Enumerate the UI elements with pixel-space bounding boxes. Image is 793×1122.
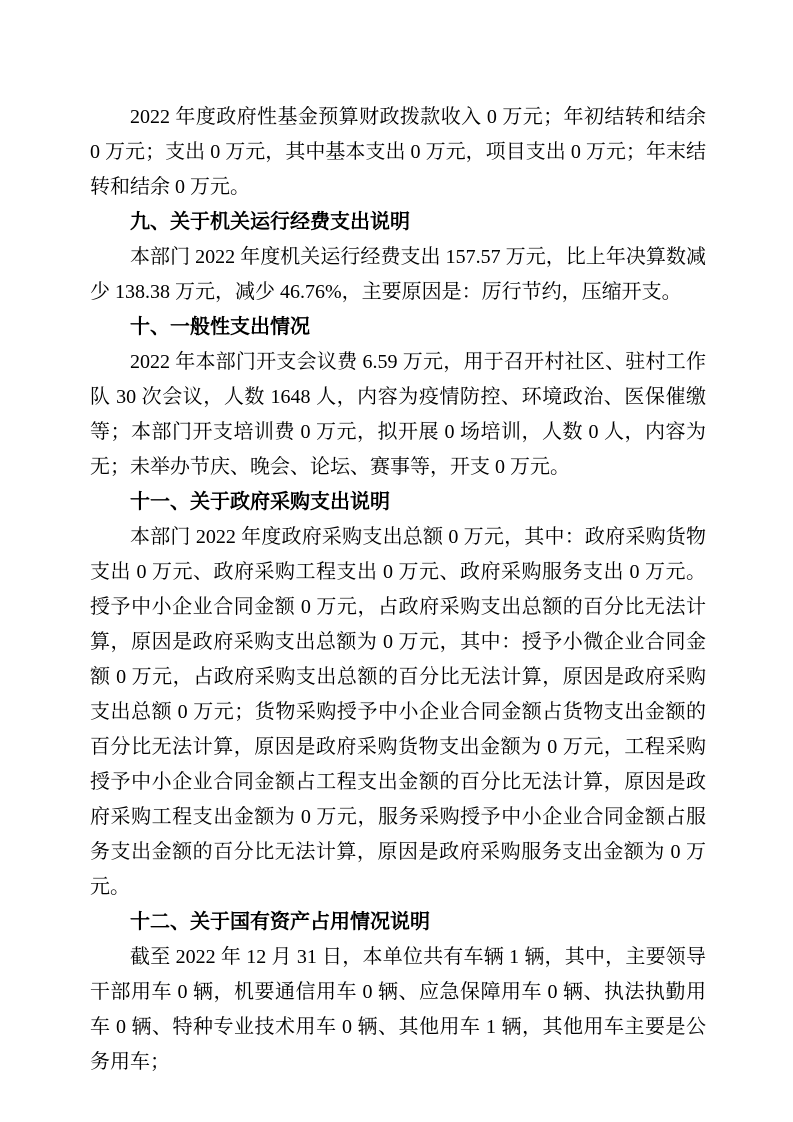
body-paragraph: 2022 年本部门开支会议费 6.59 万元，用于召开村社区、驻村工作队 30 次会议，人数 1648 人，内容为疫情防控、环境政治、医保催缴等；本部门开支培训费 0 万元，拟开展 0 场培训，人数 0 人，内容为无；未举办节庆、晚会、论坛、赛事等，开支 0 万元。	[90, 351, 706, 478]
section-heading: 十二、关于国有资产占用情况说明	[130, 911, 430, 933]
body-paragraph: 本部门 2022 年度机关运行经费支出 157.57 万元，比上年决算数减少 138.38 万元，减少 46.76%，主要原因是：厉行节约，压缩开支。	[90, 246, 706, 303]
section-heading: 十、一般性支出情况	[130, 316, 310, 338]
body-paragraph: 截至 2022 年 12 月 31 日，本单位共有车辆 1 辆，其中，主要领导干部用车 0 辆，机要通信用车 0 辆、应急保障用车 0 辆、执法执勤用车 0 辆、特种专业技术用车 0 辆、其他用车 1 辆，其他用车主要是公务用车；	[90, 946, 706, 1073]
section-heading: 十一、关于政府采购支出说明	[130, 491, 390, 513]
section-heading: 九、关于机关运行经费支出说明	[130, 211, 410, 233]
body-paragraph: 本部门 2022 年度政府采购支出总额 0 万元，其中：政府采购货物支出 0 万元、政府采购工程支出 0 万元、政府采购服务支出 0 万元。授予中小企业合同金额 0 万元，占政府采购支出总额的百分比无法计算，原因是政府采购支出总额为 0 万元，其中：授予小微企业合同金额 0 万元，占政府采购支出总额的百分比无法计算，原因是政府采购支出总额 0 万元；货物采购授予中小企业合同金额占货物支出金额的百分比无法计算，原因是政府采购货物支出金额为 0 万元，工程采购授予中小企业合同金额占工程支出金额的百分比无法计算，原因是政府采购工程支出金额为 0 万元，服务采购授予中小企业合同金额占服务支出金额的百分比无法计算，原因是政府采购服务支出金额为 0 万元。	[90, 526, 706, 898]
document-body	[90, 100, 706, 1080]
body-paragraph: 2022 年度政府性基金预算财政拨款收入 0 万元；年初结转和结余 0 万元；支出 0 万元，其中基本支出 0 万元，项目支出 0 万元；年末结转和结余 0 万元。	[90, 106, 706, 198]
